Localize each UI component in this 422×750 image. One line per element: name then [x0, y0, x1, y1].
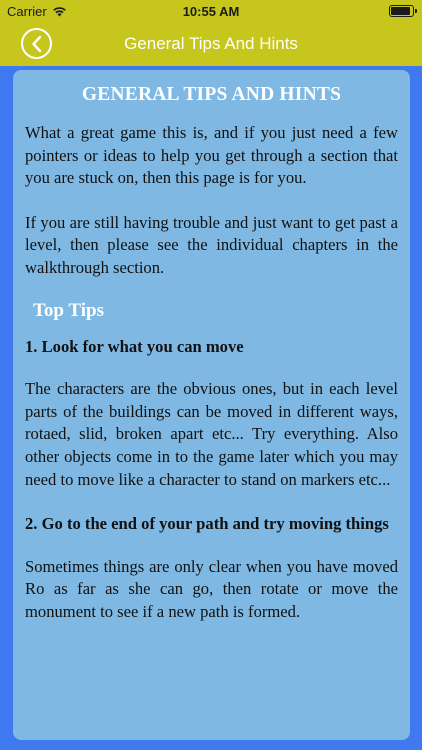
content-card[interactable]: [13, 70, 410, 740]
nav-title: General Tips And Hints: [124, 34, 298, 53]
section-heading-top-tips: Top Tips: [33, 299, 104, 321]
battery-icon: [389, 5, 414, 17]
tip-heading-2: 2. Go to the end of your path and try moving things: [25, 514, 389, 534]
battery-level: [391, 7, 410, 15]
navigation-bar: [0, 22, 422, 66]
tip-body-1: The characters are the obvious ones, but in each level parts of the buildings can be moved in different ways, rotaed, slid, broken apart etc... Try everything. Also other objects come in to the game later which you may need to move like a character to stand on markers etc...: [25, 379, 398, 489]
tip-heading-1: 1. Look for what you can move: [25, 336, 244, 356]
status-time: 10:55 AM: [182, 4, 240, 19]
status-bar: [0, 0, 422, 22]
page-title: GENERAL TIPS AND HINTS: [81, 84, 342, 105]
intro-paragraph-1: What a great game this is, and if you just need a few pointers or ideas to help you get through a section that you are stuck on, then this page is for you.: [25, 123, 398, 188]
tip-body-2: Sometimes things are only clear when you have moved Ro as far as she can go, then rotate or move the monument to see if a new path is formed.: [25, 556, 398, 621]
carrier-label: Carrier: [7, 4, 47, 19]
intro-paragraph-2: If you are still having trouble and just want to get past a level, then please see the individual chapters in the walkthrough section.: [25, 212, 398, 277]
